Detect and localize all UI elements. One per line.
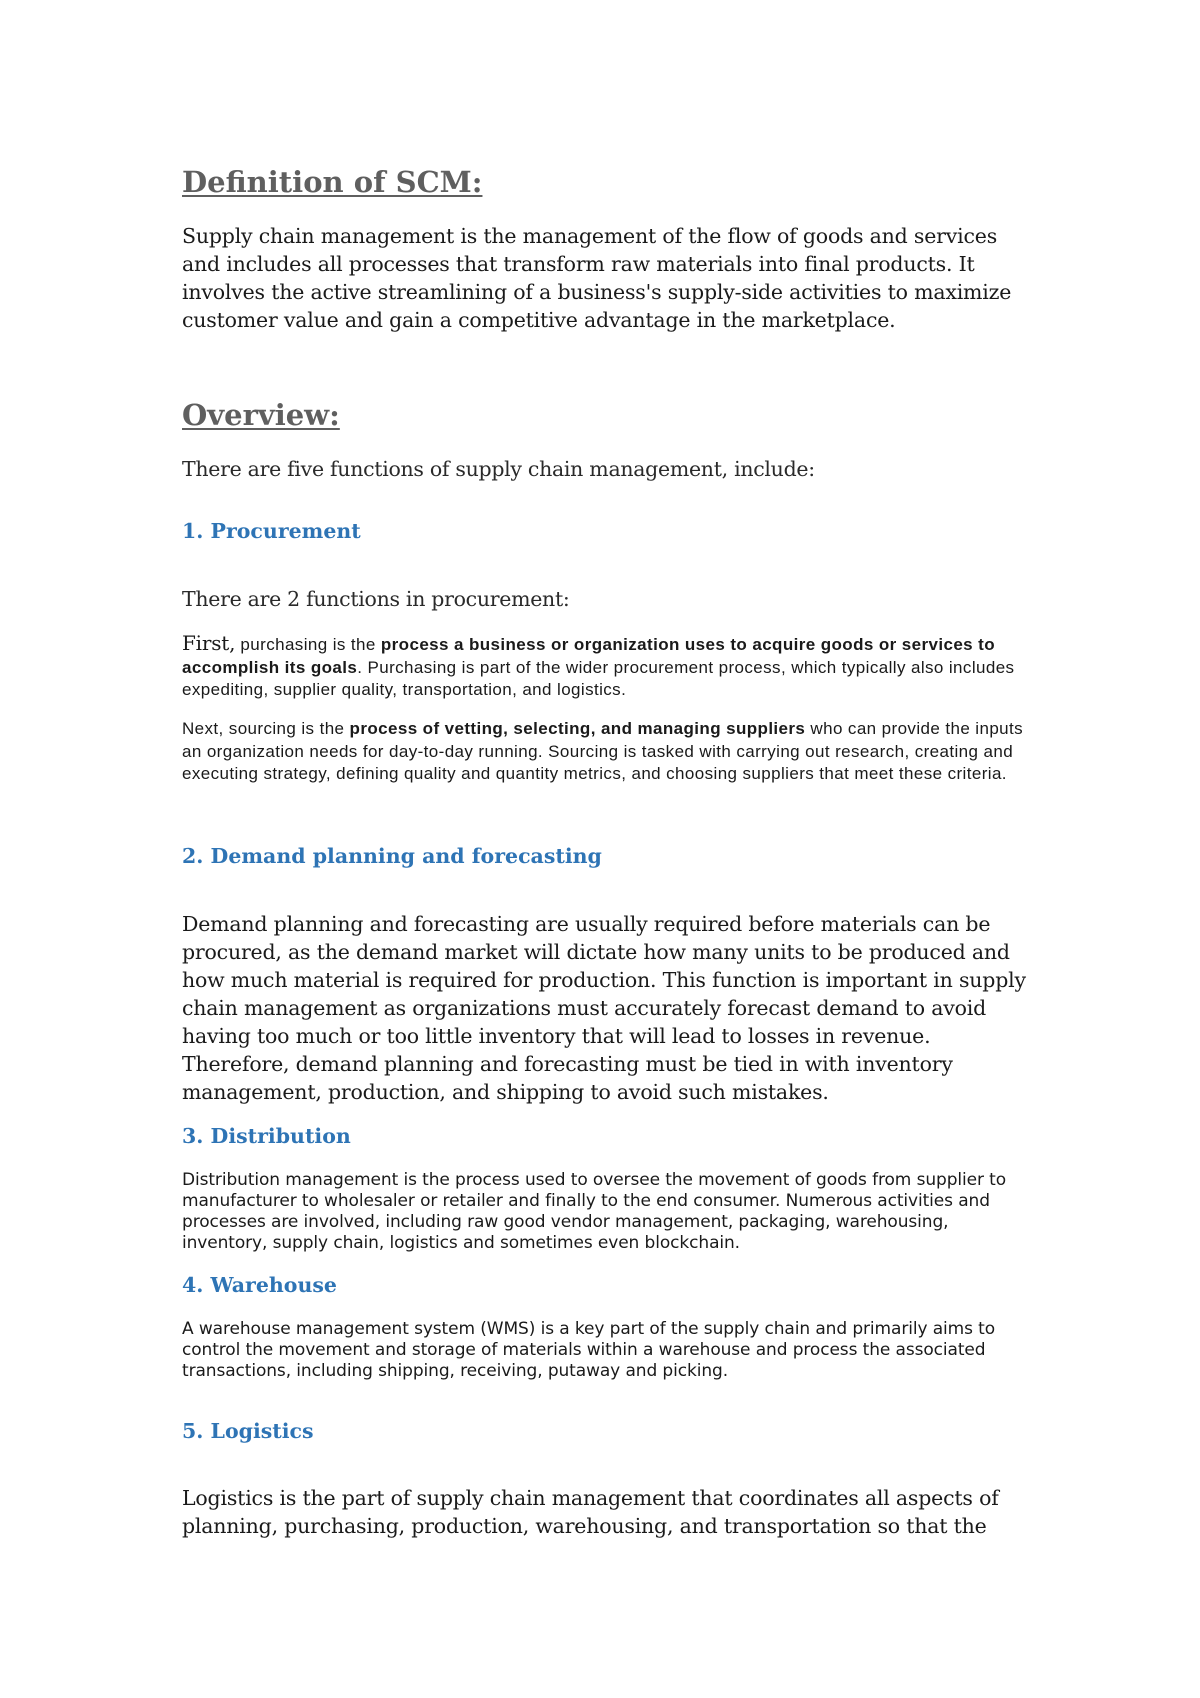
logistics-heading: 5. Logistics — [182, 1419, 314, 1443]
sourcing-pre: Next, sourcing is the — [182, 719, 350, 738]
procurement-heading: 1. Procurement — [182, 519, 361, 543]
definition-heading: Definition of SCM: — [182, 165, 483, 199]
sourcing-paragraph — [182, 718, 1032, 786]
overview-heading: Overview: — [182, 398, 340, 432]
demand-paragraph: Demand planning and forecasting are usually required before materials can be procured, as the demand market will dictate how many units to be produced and how much material is required for production. This function is important in supply chain management as organizations must accurately forecast demand to avoid having too much or too little inventory that will lead to losses in revenue. Therefore, demand planning and forecasting must be tied in with inventory management, production, and shipping to avoid such mistakes. — [182, 912, 1026, 1104]
purchasing-definition: process a business or organization uses to acquire goods or services to accomplish its goals — [182, 635, 996, 677]
sourcing-post: who can provide the inputs an organization needs for day-to-day running. Sourcing is tasked with carrying out research, creating and executing strategy, defining quality and quantity metrics, and choosing suppliers that meet these criteria. — [182, 719, 1024, 783]
distribution-paragraph: Distribution management is the process used to oversee the movement of goods from supplier to manufacturer to wholesaler or retailer and finally to the end consumer. Numerous activities and processes are involved, including raw good vendor management, packaging, warehousing, inventory, supply chain, logistics and sometimes even blockchain. — [182, 1170, 1007, 1253]
distribution-heading: 3. Distribution — [182, 1124, 351, 1148]
overview-intro: There are five functions of supply chain management, include: — [182, 457, 815, 481]
definition-paragraph: Supply chain management is the management of the flow of goods and services and includes all processes that transform raw materials into final products. It involves the active streamlining of a business's supply-side activities to maximize customer value and gain a competitive advantage in the marketplace. — [182, 224, 1012, 332]
purchasing-post: . Purchasing is part of the wider procurement process, which typically also includes expediting, supplier quality, transportation, and logistics. — [182, 657, 1015, 699]
purchasing-paragraph — [182, 632, 1032, 702]
purchasing-pre: purchasing is the — [235, 635, 381, 654]
purchasing-lead: First, — [182, 631, 236, 655]
warehouse-heading: 4. Warehouse — [182, 1273, 337, 1297]
sourcing-definition: process of vetting, selecting, and managing suppliers — [349, 719, 806, 738]
procurement-intro: There are 2 functions in procurement: — [182, 587, 570, 611]
logistics-paragraph: Logistics is the part of supply chain management that coordinates all aspects of planning, purchasing, production, warehousing, and transportation so that the — [182, 1486, 999, 1538]
warehouse-paragraph: A warehouse management system (WMS) is a key part of the supply chain and primarily aims to control the movement and storage of materials within a warehouse and process the associated transactions, including shipping, receiving, putaway and picking. — [182, 1319, 996, 1381]
demand-heading: 2. Demand planning and forecasting — [182, 844, 602, 868]
